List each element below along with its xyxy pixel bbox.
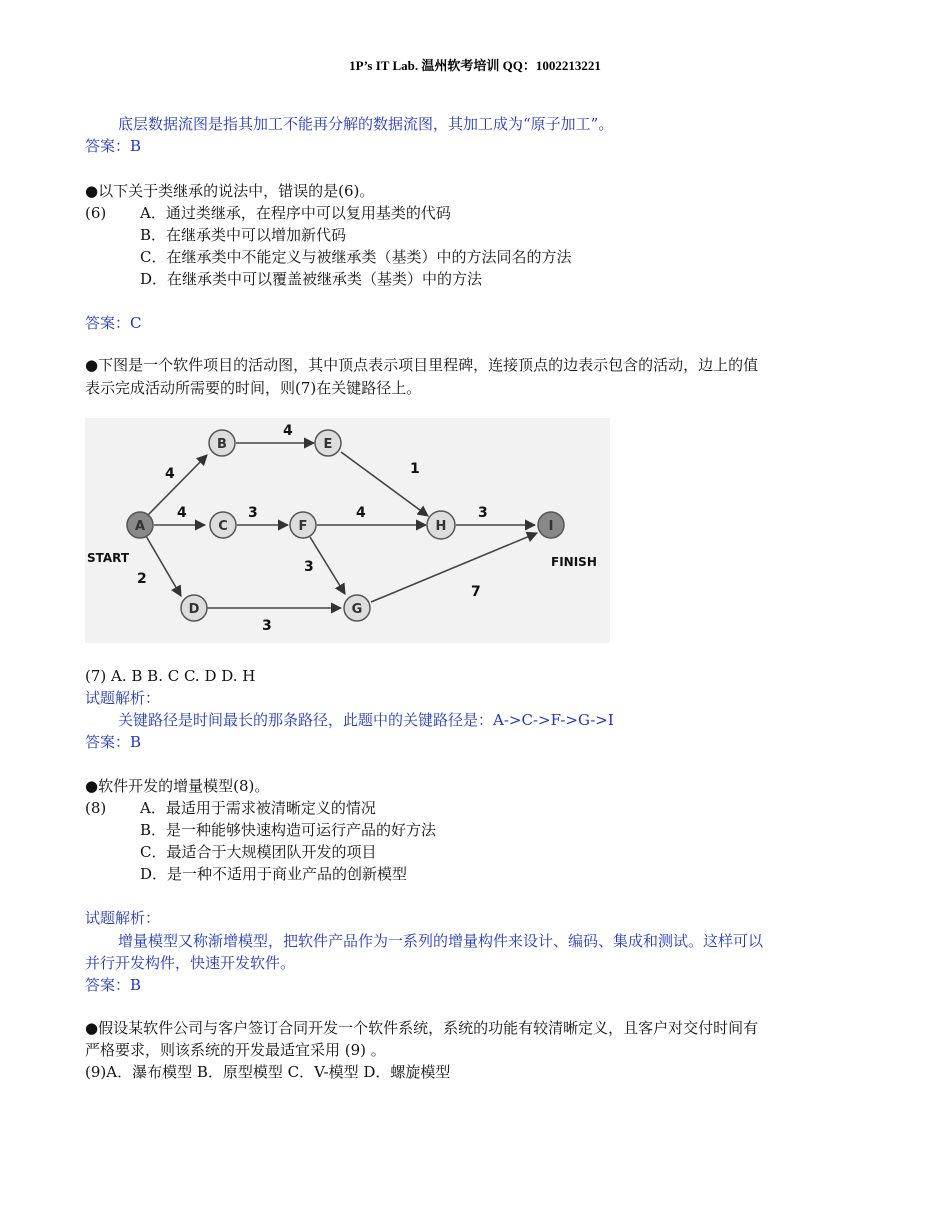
q9-options: (9)A．瀑布模型 B．原型模型 C．V-模型 D．螺旋模型 xyxy=(85,1063,451,1081)
q6-option-b: B．在继承类中可以增加新代码 xyxy=(140,226,347,244)
edge-weight-g-i: 7 xyxy=(471,584,481,600)
node-f-label: F xyxy=(298,519,308,534)
edge-weight-a-c: 4 xyxy=(177,505,187,521)
page-header: 1P’s IT Lab. 温州软考培训 QQ：1002213221 xyxy=(349,58,601,73)
q7-answer: 答案：B xyxy=(85,733,142,751)
q8-number: (8) xyxy=(85,799,107,817)
q6-number: (6) xyxy=(85,204,107,222)
node-c-label: C xyxy=(218,519,228,534)
edge-weight-f-h: 4 xyxy=(356,505,366,521)
q7-options: (7) A. B B. C C. D D. H xyxy=(85,667,256,685)
node-h-label: H xyxy=(435,519,447,534)
edge-weight-c-f: 3 xyxy=(248,505,258,521)
node-g-label: G xyxy=(351,602,363,617)
q7-stem-line2: 表示完成活动所需要的时间，则(7)在关键路径上。 xyxy=(85,379,422,397)
edge-weight-e-h: 1 xyxy=(410,461,420,477)
node-i-label: I xyxy=(548,519,554,534)
q7-stem-line1: ●下图是一个软件项目的活动图，其中顶点表示项目里程碑，连接顶点的边表示包含的活动，边上的值 xyxy=(85,356,759,374)
edge-weight-a-b: 4 xyxy=(165,466,175,482)
node-b-label: B xyxy=(217,437,227,452)
edge-weight-a-d: 2 xyxy=(137,571,147,587)
node-e-label: E xyxy=(323,437,333,452)
q8-analysis-line2: 并行开发构件，快速开发软件。 xyxy=(85,954,296,972)
q8-analysis-label: 试题解析： xyxy=(85,909,161,927)
q6-option-a: A．通过类继承，在程序中可以复用基类的代码 xyxy=(140,204,451,222)
q9-stem-line1: ●假设某软件公司与客户签订合同开发一个软件系统，系统的功能有较清晰定义，且客户对交付时间有 xyxy=(85,1019,759,1037)
activity-diagram xyxy=(85,418,610,643)
q8-option-a: A．最适用于需求被清晰定义的情况 xyxy=(140,799,376,817)
node-a-label: A xyxy=(134,519,146,534)
edge-weight-h-i: 3 xyxy=(478,505,488,521)
q7-analysis: 关键路径是时间最长的那条路径，此题中的关键路径是：A->C->F->G->I xyxy=(118,711,614,729)
q8-option-b: B．是一种能够快速构造可运行产品的好方法 xyxy=(140,821,437,839)
q6-option-d: D．在继承类中可以覆盖被继承类（基类）中的方法 xyxy=(140,270,483,288)
q7-analysis-label: 试题解析： xyxy=(85,689,161,707)
q6-stem: ●以下关于类继承的说法中，错误的是(6)。 xyxy=(85,182,375,200)
edge-weight-b-e: 4 xyxy=(283,423,293,439)
q8-answer: 答案：B xyxy=(85,976,142,994)
q8-analysis-line1: 增量模型又称渐增模型，把软件产品作为一系列的增量构件来设计、编码、集成和测试。这样可以 xyxy=(118,932,764,950)
block0-answer: 答案：B xyxy=(85,137,142,155)
node-d-label: D xyxy=(188,602,200,617)
block0-explanation: 底层数据流图是指其加工不能再分解的数据流图，其加工成为“原子加工”。 xyxy=(118,115,614,133)
q8-option-c: C．最适合于大规模团队开发的项目 xyxy=(140,843,377,861)
q6-option-c: C．在继承类中不能定义与被继承类（基类）中的方法同名的方法 xyxy=(140,248,572,266)
edge-weight-f-g: 3 xyxy=(304,559,314,575)
edge-weight-d-g: 3 xyxy=(262,618,272,634)
finish-label: FINISH xyxy=(551,555,597,569)
start-label: START xyxy=(87,551,130,565)
q6-answer: 答案：C xyxy=(85,314,142,332)
q8-option-d: D．是一种不适用于商业产品的创新模型 xyxy=(140,865,408,883)
q9-stem-line2: 严格要求，则该系统的开发最适宜采用 (9) 。 xyxy=(85,1041,386,1059)
q8-stem: ●软件开发的增量模型(8)。 xyxy=(85,777,270,795)
